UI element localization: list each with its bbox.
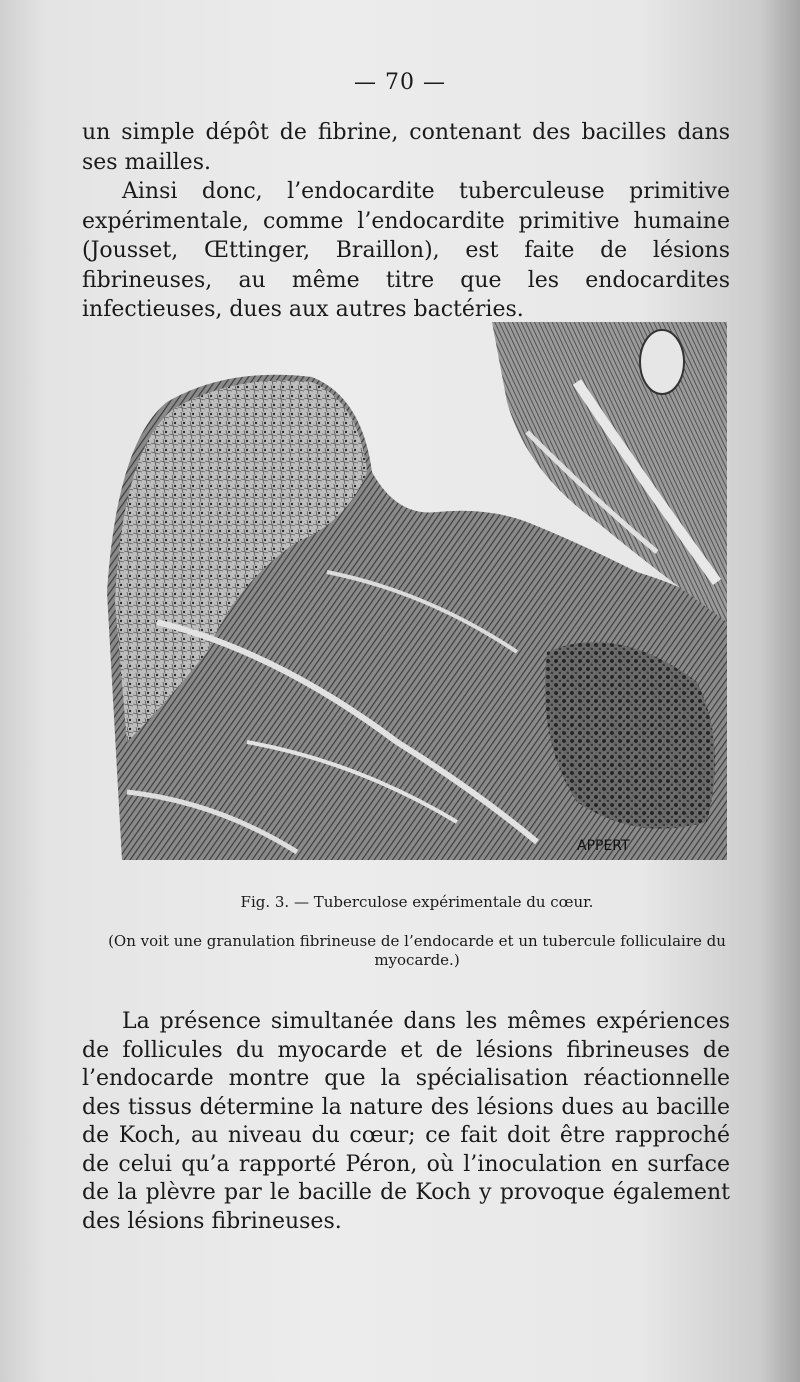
body-text-top (82, 118, 730, 325)
engraver-signature: APPERT (577, 838, 630, 854)
page-edge-shadow (760, 0, 800, 1382)
figure-caption-title: Fig. 3. — Tuberculose expérimentale du cœur. (240, 893, 594, 911)
paragraph-3: La présence simultanée dans les mêmes expériences de follicules du myocarde et de lésions fibrineuses de l’endocarde montre que la spécialisation réactionnelle des tissus détermine la nature des lésions dues au bacille de Koch, au niveau du cœur; ce fait doit être rapproché de celui qu’a rapporté Péron, où l’inoculation en surface de la plèvre par le bacille de Koch y provoque également des lésions fibrineuses. (82, 1009, 730, 1234)
paragraph-1: un simple dépôt de fibrine, contenant des bacilles dans ses mailles. (82, 120, 730, 175)
figure-illustration (97, 322, 727, 860)
figure-caption-note: (On voit une granulation fibrineuse de l’endocarde et un tubercule folliculaire du myocarde.) (108, 932, 726, 969)
body-text-bottom (82, 1008, 730, 1236)
page-number: — 70 — (354, 70, 446, 95)
histology-engraving (97, 322, 727, 860)
paragraph-2: Ainsi donc, l’endocardite tuberculeuse primitive expérimentale, comme l’endocardite primitive humaine (Jousset, Œttinger, Braillon), est faite de lésions fibrineuses, au même titre que les endocardites infectieuses, dues aux autres bactéries. (82, 179, 730, 322)
